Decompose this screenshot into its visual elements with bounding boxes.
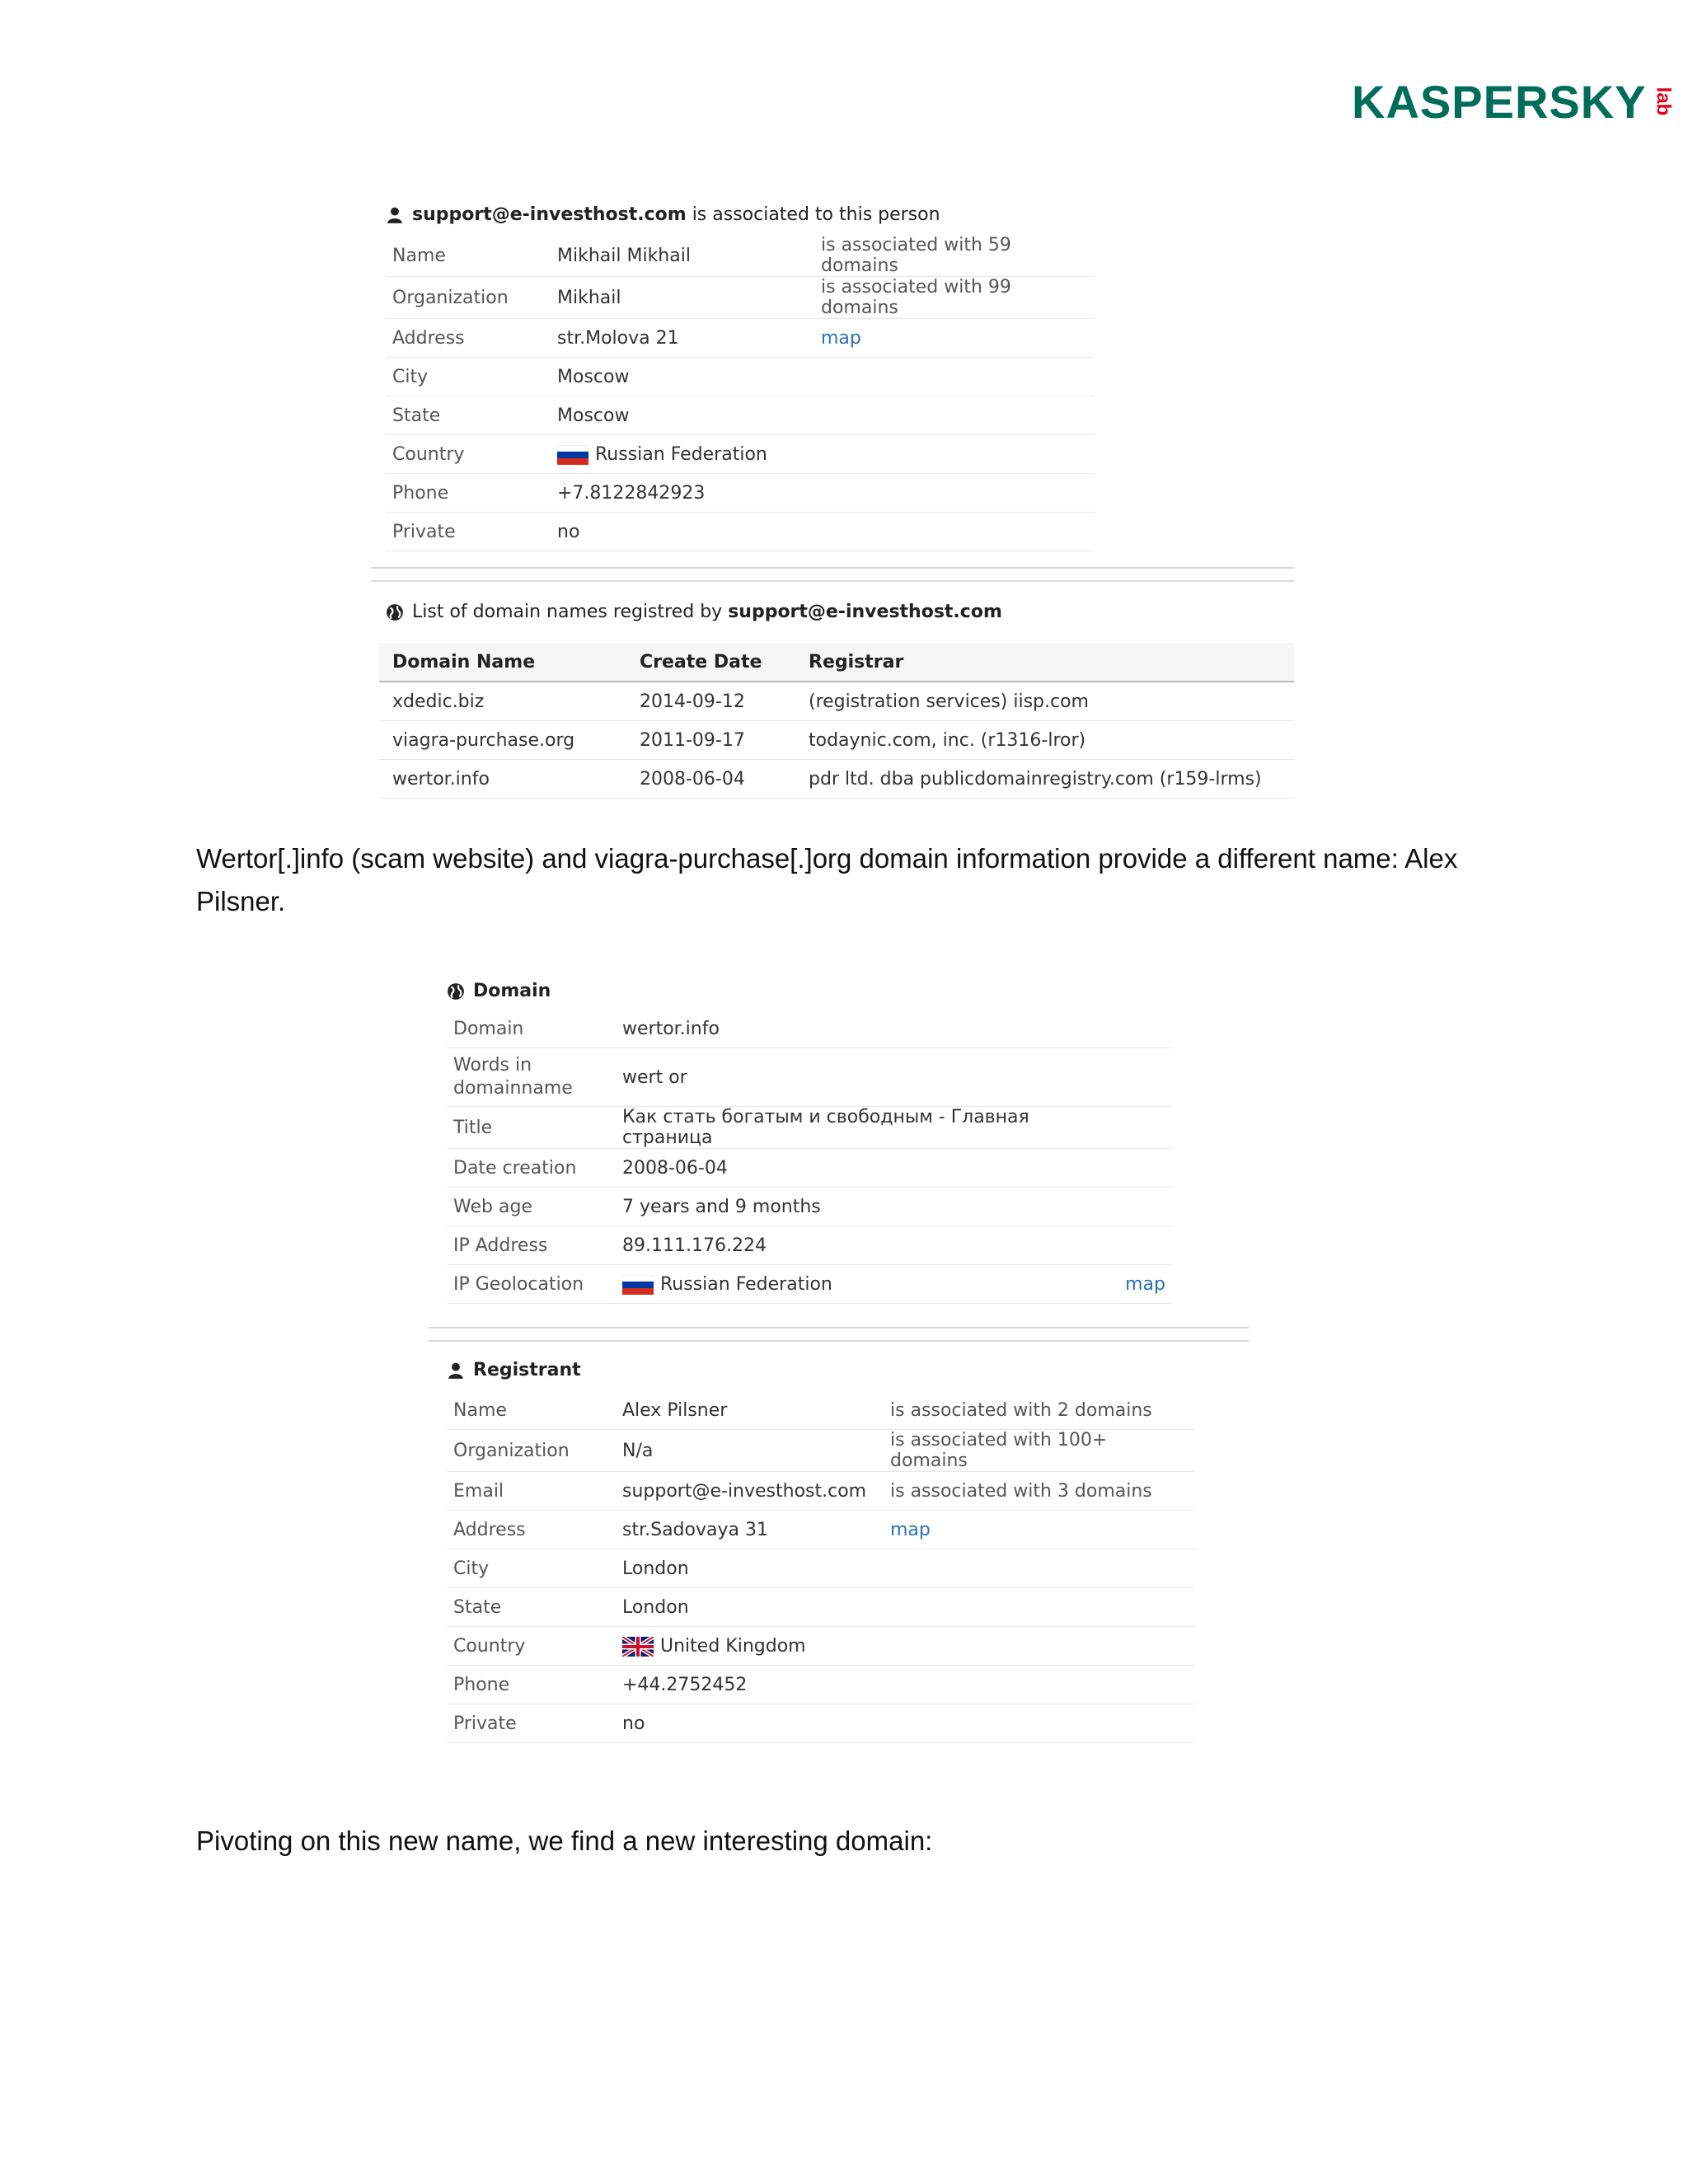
registrant-heading: Registrant	[447, 1360, 581, 1380]
registrant-value: +44.2752452	[616, 1666, 884, 1704]
person-note: is associated with 99 domains	[814, 277, 1095, 319]
domain-info-note	[1110, 1149, 1172, 1188]
registrant-row	[447, 1588, 1195, 1627]
person-key: City	[386, 358, 551, 396]
registrant-value: no	[616, 1704, 884, 1743]
table-row	[379, 682, 1294, 721]
domain-info-row	[447, 1010, 1172, 1048]
russia-flag-icon	[557, 445, 588, 465]
registrar-cell: todaynic.com, inc. (r1316-lror)	[795, 721, 1294, 760]
domain-link[interactable]: viagra-purchase.org	[379, 721, 626, 760]
registrant-value: London	[616, 1549, 884, 1588]
person-row	[386, 319, 1095, 358]
registrant-value: London	[616, 1588, 884, 1627]
kaspersky-logo: KASPERSKY lab	[1352, 75, 1674, 128]
domain-info-value: wertor.info	[616, 1010, 1110, 1048]
person-key: Phone	[386, 474, 551, 513]
registrant-note: is associated with 2 domains	[884, 1391, 1195, 1430]
person-key: Private	[386, 513, 551, 551]
domain-info-row	[447, 1107, 1172, 1149]
domain-info-note	[1110, 1107, 1172, 1149]
registrant-value[interactable]: support@e-investhost.com	[616, 1472, 884, 1511]
domain-info-row	[447, 1048, 1172, 1107]
registrant-row	[447, 1511, 1195, 1549]
person-row	[386, 235, 1095, 277]
registrant-row	[447, 1472, 1195, 1511]
domain-info-key: IP Geolocation	[447, 1265, 616, 1304]
registrant-table	[447, 1391, 1195, 1743]
globe-icon	[386, 603, 404, 621]
registrant-note: is associated with 100+ domains	[884, 1430, 1195, 1472]
divider	[371, 580, 1294, 582]
person-row	[386, 277, 1095, 319]
person-row	[386, 435, 1095, 474]
person-table	[386, 235, 1095, 551]
registrar-cell: pdr ltd. dba publicdomainregistry.com (r159-lrms)	[795, 760, 1294, 799]
uk-flag-icon	[622, 1637, 654, 1657]
registrant-key: City	[447, 1549, 616, 1588]
domain-list-heading: List of domain names registred by support@e-investhost.com	[386, 602, 1002, 622]
registrant-key: Name	[447, 1391, 616, 1430]
domain-info-value: 7 years and 9 months	[616, 1188, 1110, 1226]
column-header: Create Date	[626, 643, 795, 682]
domain-link[interactable]: xdedic.biz	[379, 682, 626, 721]
registrar-cell: (registration services) iisp.com	[795, 682, 1294, 721]
domain-info-note	[1110, 1010, 1172, 1048]
domain-info-key: Title	[447, 1107, 616, 1149]
domain-link[interactable]: wertor.info	[379, 760, 626, 799]
registrant-key: Email	[447, 1472, 616, 1511]
registrant-row	[447, 1666, 1195, 1704]
divider	[429, 1340, 1249, 1342]
person-value[interactable]: Mikhail Mikhail	[551, 235, 814, 277]
person-value: no	[551, 513, 814, 551]
person-row	[386, 513, 1095, 551]
registrant-key: Phone	[447, 1666, 616, 1704]
domain-info-row	[447, 1149, 1172, 1188]
column-header: Registrar	[795, 643, 1294, 682]
domain-info-value[interactable]: 89.111.176.224	[616, 1226, 1110, 1265]
registrant-row	[447, 1627, 1195, 1666]
registrant-value[interactable]: N/a	[616, 1430, 884, 1472]
registrant-row	[447, 1549, 1195, 1588]
paragraph-1: Wertor[.]info (scam website) and viagra-purchase[.]org domain information provide a different name: Alex Pilsner.	[196, 843, 1458, 916]
person-key: Organization	[386, 277, 551, 319]
registrant-value[interactable]: Alex Pilsner	[616, 1391, 884, 1430]
person-value[interactable]: Mikhail	[551, 277, 814, 319]
domain-info-key: IP Address	[447, 1226, 616, 1265]
person-value: Moscow	[551, 358, 814, 396]
domain-info-note	[1110, 1048, 1172, 1107]
person-key: Country	[386, 435, 551, 474]
domain-info-note	[1110, 1226, 1172, 1265]
domain-heading: Domain	[447, 981, 551, 1001]
domain-info-key: Web age	[447, 1188, 616, 1226]
create-date-cell: 2008-06-04	[626, 760, 795, 799]
registrant-key: Country	[447, 1627, 616, 1666]
create-date-cell: 2014-09-12	[626, 682, 795, 721]
table-row	[379, 760, 1294, 799]
registrant-value: str.Sadovaya 31	[616, 1511, 884, 1549]
person-value: Moscow	[551, 396, 814, 435]
registrant-note	[884, 1666, 1195, 1704]
domain-info-value: 2008-06-04	[616, 1149, 1110, 1188]
person-key: Name	[386, 235, 551, 277]
map-link[interactable]: map	[814, 319, 1095, 358]
table-row	[379, 721, 1294, 760]
domain-info-table	[447, 1010, 1172, 1304]
divider	[429, 1327, 1249, 1329]
russia-flag-icon	[622, 1275, 654, 1295]
registrant-row	[447, 1430, 1195, 1472]
registrant-key: Private	[447, 1704, 616, 1743]
person-row	[386, 358, 1095, 396]
registrant-note	[884, 1704, 1195, 1743]
person-value: +7.8122842923	[551, 474, 814, 513]
person-heading: support@e-investhost.com is associated to this person	[386, 204, 940, 225]
globe-icon	[447, 982, 465, 1001]
domain-info-row	[447, 1265, 1172, 1304]
person-note	[814, 435, 1095, 474]
domain-info-key: Domain	[447, 1010, 616, 1048]
registrant-key: State	[447, 1588, 616, 1627]
person-note	[814, 513, 1095, 551]
user-icon	[386, 206, 404, 224]
registrant-key: Organization	[447, 1430, 616, 1472]
person-note: is associated with 59 domains	[814, 235, 1095, 277]
registrant-note	[884, 1588, 1195, 1627]
domain-info-value: Russian Federation	[616, 1265, 1110, 1304]
registrant-row	[447, 1704, 1195, 1743]
domain-info-key: Words in domainname	[447, 1048, 616, 1107]
domain-list-table	[379, 643, 1294, 799]
person-note	[814, 358, 1095, 396]
domain-info-key: Date creation	[447, 1149, 616, 1188]
person-row	[386, 396, 1095, 435]
domain-info-value: wert or	[616, 1048, 1110, 1107]
paragraph-2: Pivoting on this new name, we find a new interesting domain:	[196, 1825, 933, 1856]
divider	[371, 567, 1294, 569]
person-value: Russian Federation	[551, 435, 814, 474]
domain-info-value: Как стать богатым и свободным - Главная страница	[616, 1107, 1110, 1149]
domain-info-row	[447, 1188, 1172, 1226]
registrant-row	[447, 1391, 1195, 1430]
registrant-value: United Kingdom	[616, 1627, 884, 1666]
registrant-key: Address	[447, 1511, 616, 1549]
create-date-cell: 2011-09-17	[626, 721, 795, 760]
person-value: str.Molova 21	[551, 319, 814, 358]
map-link[interactable]: map	[884, 1511, 1195, 1549]
domain-info-row	[447, 1226, 1172, 1265]
column-header: Domain Name	[379, 643, 626, 682]
person-key: State	[386, 396, 551, 435]
person-note	[814, 396, 1095, 435]
registrant-note	[884, 1627, 1195, 1666]
registrant-note	[884, 1549, 1195, 1588]
registrant-note: is associated with 3 domains	[884, 1472, 1195, 1511]
person-email: support@e-investhost.com	[412, 204, 687, 225]
user-icon	[447, 1361, 465, 1380]
map-link[interactable]: map	[1110, 1265, 1172, 1304]
person-row	[386, 474, 1095, 513]
person-note	[814, 474, 1095, 513]
person-key: Address	[386, 319, 551, 358]
domain-info-note	[1110, 1188, 1172, 1226]
